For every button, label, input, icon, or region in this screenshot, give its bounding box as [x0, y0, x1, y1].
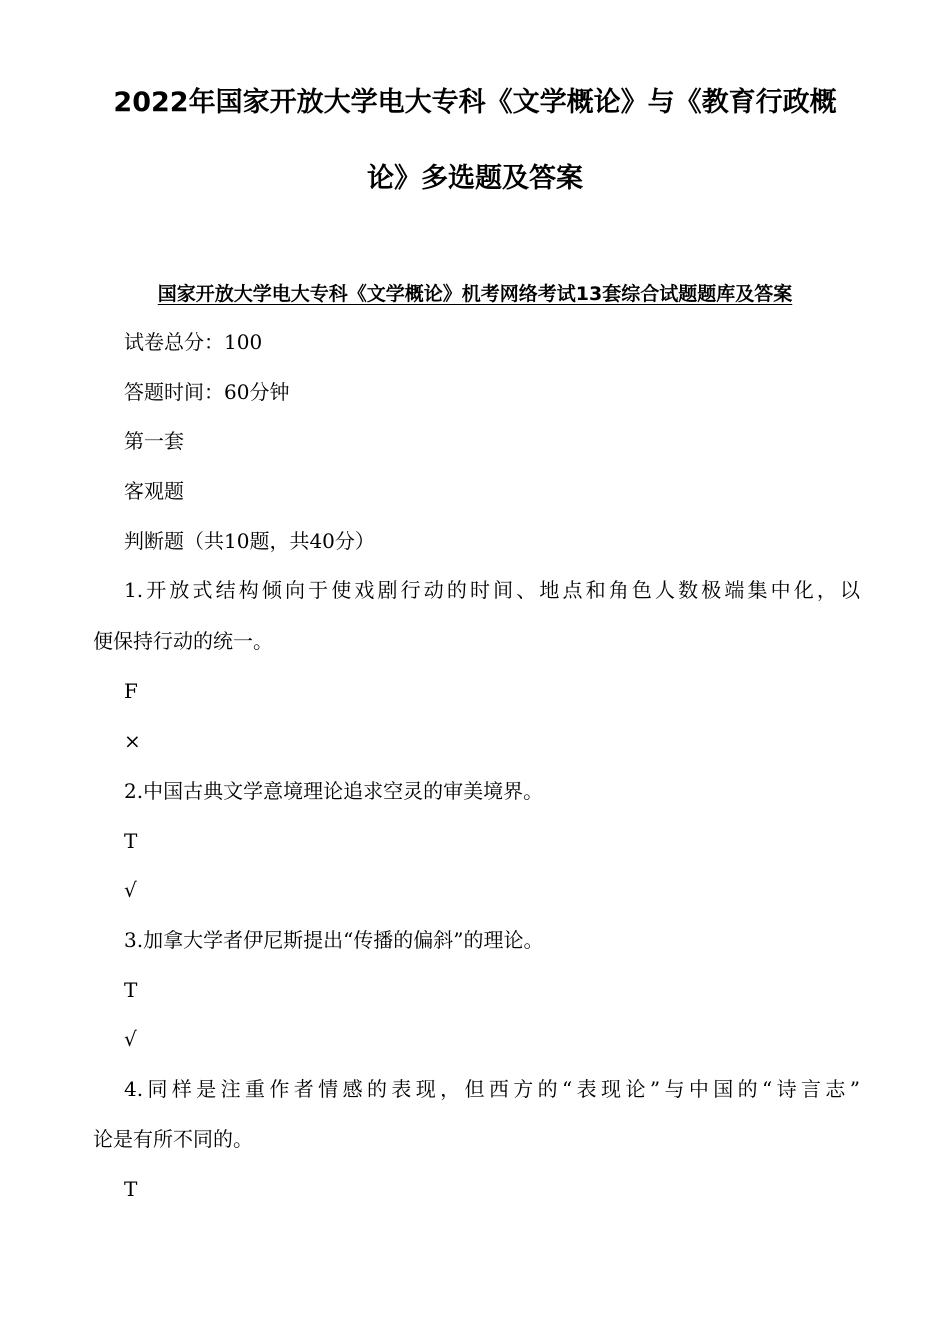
question-2-line-1: 2.中国古典文学意境理论追求空灵的审美境界。: [124, 779, 544, 803]
question-4-line-1: 4.同样是注重作者情感的表现，但西方的“表现论”与中国的“诗言志”: [124, 1077, 860, 1101]
set-label: 第一套: [124, 429, 184, 453]
question-1-line-1: 1.开放式结构倾向于使戏剧行动的时间、地点和角色人数极端集中化，以: [124, 578, 860, 602]
section-label: 判断题（共10题，共40分）: [124, 529, 375, 553]
question-2-answer: T: [124, 829, 138, 853]
question-4-answer: T: [124, 1177, 138, 1201]
question-1-answer: F: [124, 679, 138, 703]
document-title-line-1: 2022年国家开放大学电大专科《文学概论》与《教育行政概: [113, 87, 837, 118]
objective-label: 客观题: [124, 479, 184, 503]
exam-subtitle: [60, 281, 890, 307]
exam-subtitle-text: 国家开放大学电大专科《文学概论》机考网络考试13套综合试题题库及答案: [157, 283, 793, 305]
question-3-line-1: 3.加拿大学者伊尼斯提出“传播的偏斜”的理论。: [124, 928, 544, 952]
question-3-mark: √: [124, 1027, 137, 1051]
question-4-line-2: 论是有所不同的。: [93, 1127, 253, 1151]
total-score: 试卷总分：100: [124, 330, 263, 354]
question-1-mark: ×: [124, 729, 141, 753]
document-title-line-2: 论》多选题及答案: [367, 163, 583, 194]
question-3-answer: T: [124, 978, 138, 1002]
time-limit: 答题时间：60分钟: [124, 380, 290, 404]
question-2-mark: √: [124, 878, 137, 902]
question-1-line-2: 便保持行动的统一。: [93, 629, 273, 653]
